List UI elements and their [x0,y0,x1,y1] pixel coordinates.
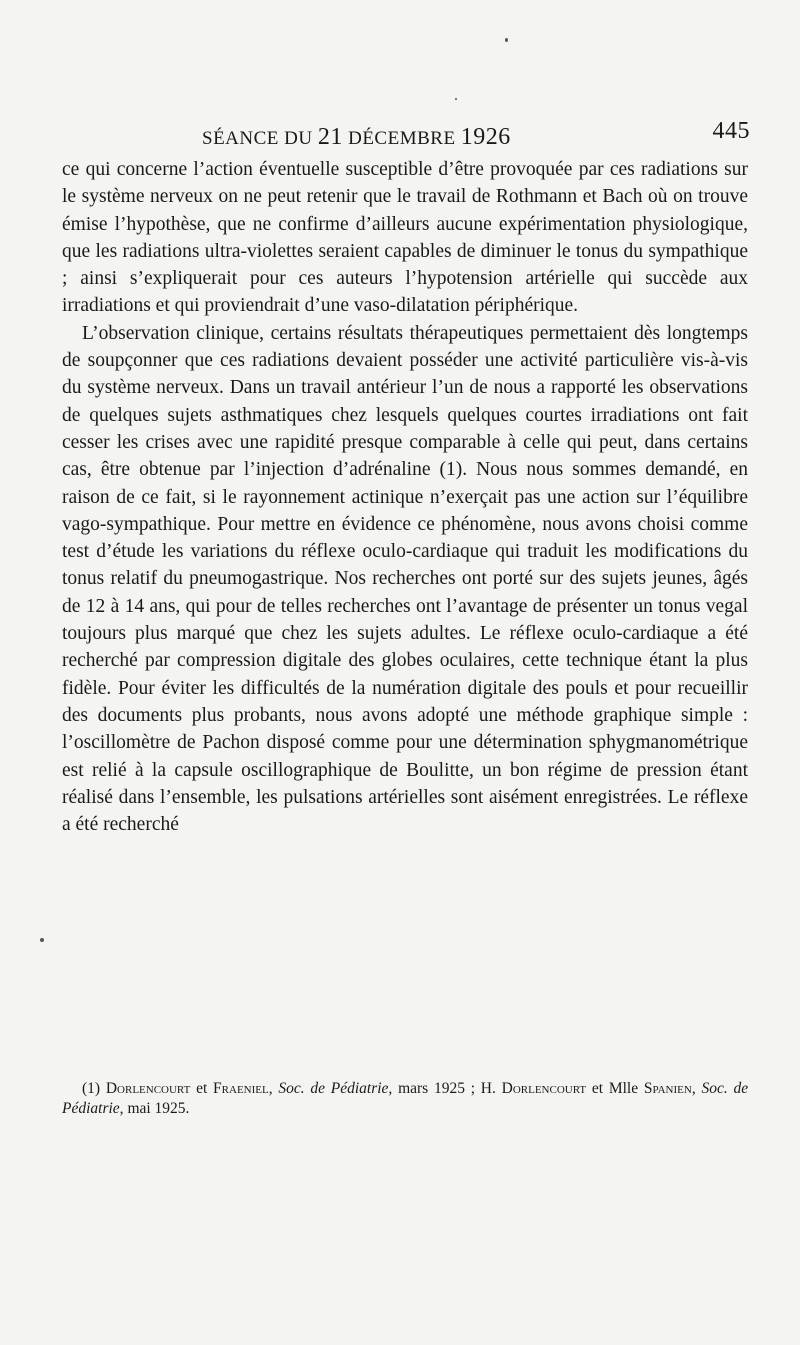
footnote-author-3: Dorlencourt [501,1080,587,1097]
page-number: 445 [712,118,750,144]
footnote: (1) Dorlencourt et Fraeniel, Soc. de Pédiatrie, mars 1925 ; H. Dorlencourt et Mlle Spanien, Soc. de Pédiatrie, mai 1925. [62,1080,749,1117]
paper-speck [455,98,457,100]
footnote-author-2: Fraeniel [213,1080,269,1097]
footnote-author-4: Spanien [643,1080,692,1097]
paragraph-2: L’observation clinique, certains résultats thérapeutiques permettaient dès longtemps de soupçonner que ces radiations devaient posséder une activité particulière vis-à-vis du système nerveux. Dans un travail antérieur l’un de nous a rapporté les observations de quelques sujets asthmatiques chez lesquels quelques courtes irradiations ont fait cesser les crises avec une rapidité presque comparable à celle qui peut, dans certains cas, être obtenue par l’injection d’adrénaline (1). Nous nous sommes demandé, en raison de ce fait, si le rayonnement actinique n’exerçait pas une action sur l’équilibre vago-sympathique. Pour mettre en évidence ce phénomène, nous avons choisi comme test d’étude les variations du réflexe oculo-cardiaque qui traduit les modifications du tonus relatif du pneumogastrique. Nos recherches ont porté sur des sujets jeunes, âgés de 12 à 14 ans, qui pour de telles recherches ont l’avantage de présenter un tonus vegal toujours plus marqué que chez les sujets adultes. Le réflexe oculo-cardiaque a été recherché par compression digitale des globes oculaires, cette technique étant la plus fidèle. Pour éviter les difficultés de la numération digitale des pouls et pour recueillir des documents plus probants, nous avons adopté une méthode graphique simple : l’oscillomètre de Pachon disposé comme pour une détermination sphygmanométrique est relié à la capsule oscillographique de Boulitte, un bon régime de pression étant réalisé dans l’ensemble, les pulsations artérielles sont aisément enregistrées. Le réflexe a été recherché [62,322,748,836]
footnote-marker: (1) [82,1080,101,1097]
paper-speck [40,938,44,942]
header-year: 1926 [460,124,511,150]
header-month: DÉCEMBRE [348,128,456,149]
header-seance: SÉANCE DU [202,128,313,149]
footnote-and-2: et Mlle [591,1080,639,1097]
header-title [202,124,511,151]
footnote-journal-2: Soc. de Pédiatrie, [62,1080,749,1117]
header-day: 21 [317,124,343,150]
footnote-journal-1: Soc. de Pédiatrie, [278,1080,393,1097]
footnote-date-2: mai 1925. [127,1100,190,1117]
footnote-date-1: mars 1925 ; H. [398,1080,496,1097]
footnote-author-1: Dorlencourt [105,1080,191,1097]
body-text [62,156,748,838]
paragraph-1: ce qui concerne l’action éventuelle susceptible d’être provoquée par ces radiations sur le système nerveux on ne peut retenir que le travail de Rothmann et Bach où on trouve émise l’hypothèse, que ne confirme d’ailleurs aucune expérimentation physiologique, que les radiations ultra-violettes seraient capables de diminuer le tonus du sympathique ; ainsi s’expliquerait pour ces auteurs l’hypotension artérielle qui succède aux irradiations et qui proviendrait d’une vaso-dilatation périphérique. [62,159,748,317]
running-header [62,118,750,150]
footnote-and-1: et [196,1080,208,1097]
paper-speck [505,38,508,42]
